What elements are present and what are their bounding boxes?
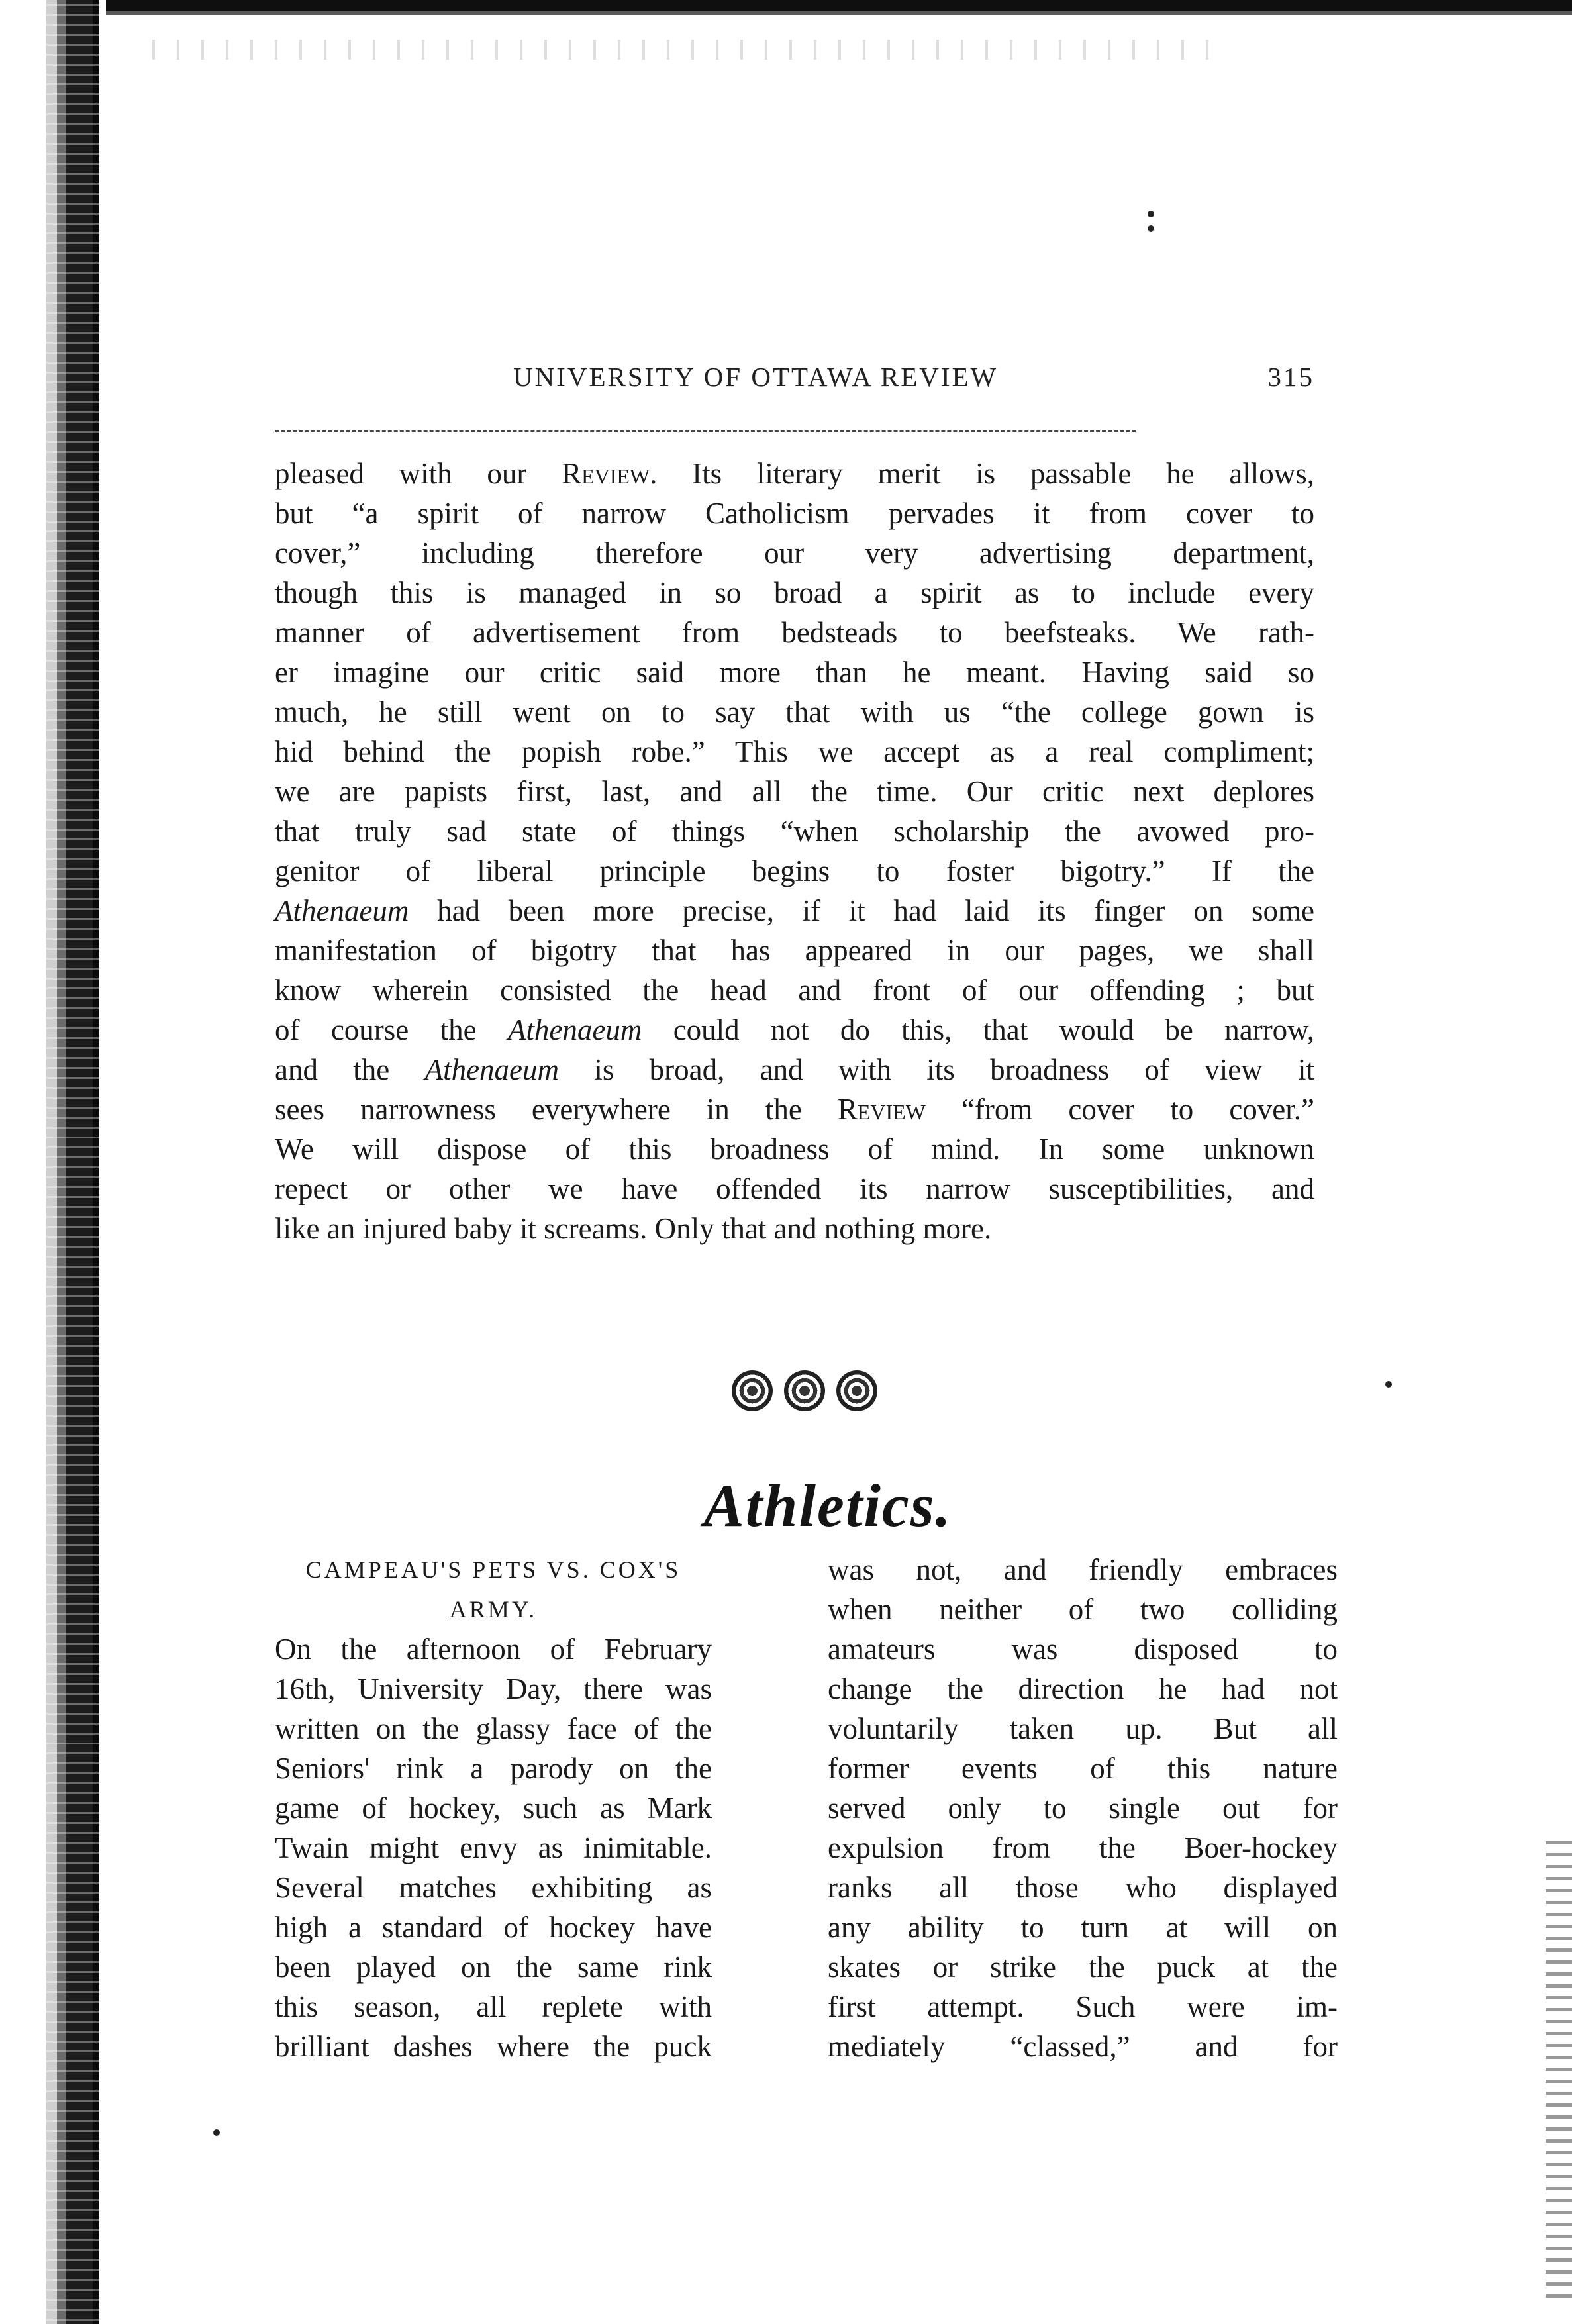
text-run: manner of advertisement from bedsteads to beefsteaks. We rath- — [275, 616, 1314, 649]
text-run: . Its literary merit is passable he allows, — [650, 457, 1314, 490]
text-run: and the — [275, 1053, 425, 1086]
body-line — [275, 772, 1314, 811]
article-line: any ability to turn at will on — [828, 1911, 1338, 1944]
article-line: was not, and friendly embraces — [828, 1553, 1338, 1586]
ornament-divider — [732, 1361, 877, 1421]
body-line — [275, 652, 1314, 692]
text-run: manifestation of bigotry that has appeared in our pages, we shall — [275, 934, 1314, 967]
text-run: could not do this, that would be narrow, — [642, 1013, 1315, 1046]
body-line — [275, 1129, 1314, 1169]
text-run: though this is managed in so broad a spirit as to include every — [275, 576, 1314, 609]
body-line — [275, 493, 1314, 533]
article-line: 16th, University Day, there was — [275, 1672, 712, 1705]
article-line: On the afternoon of February — [275, 1633, 712, 1666]
article-line: Seniors' rink a parody on the — [275, 1752, 712, 1785]
small-caps-run: Review — [837, 1093, 926, 1126]
scan-dot — [1148, 211, 1154, 217]
body-line — [275, 533, 1314, 573]
text-run: pleased with our — [275, 457, 562, 490]
article-line: amateurs was disposed to — [828, 1633, 1338, 1666]
article-heading-line: CAMPEAU'S PETS VS. COX'S — [305, 1556, 681, 1583]
section-title: Athletics. — [703, 1472, 952, 1539]
text-run: er imagine our critic said more than he meant. Having said so — [275, 656, 1314, 689]
article-line: served only to single out for — [828, 1792, 1338, 1825]
italic-title-run: Athenaeum — [424, 1053, 560, 1086]
article-column-left — [275, 1550, 712, 2066]
body-line — [275, 931, 1314, 970]
body-line — [275, 454, 1314, 493]
text-run: “from cover to cover.” — [925, 1093, 1314, 1126]
small-caps-run: Review — [562, 457, 650, 490]
body-line — [275, 1010, 1314, 1050]
body-line — [275, 1169, 1314, 1209]
article-line: this season, all replete with — [275, 1990, 712, 2023]
article-line: expulsion from the Boer-hockey — [828, 1831, 1338, 1864]
article-line: skates or strike the puck at the — [828, 1950, 1338, 1984]
article-heading-line: ARMY. — [449, 1596, 538, 1623]
italic-title-run: Athenaeum — [275, 894, 409, 927]
article-line: Twain might envy as inimitable. — [275, 1831, 712, 1864]
article-line: brilliant dashes where the puck — [275, 2030, 712, 2063]
article-line: ranks all those who displayed — [828, 1871, 1338, 1904]
rosette-icon — [836, 1370, 877, 1411]
body-line — [275, 1209, 1314, 1248]
article-line: high a standard of hockey have — [275, 1911, 712, 1944]
article-line: first attempt. Such were im- — [828, 1990, 1338, 2023]
running-head — [275, 361, 1314, 393]
rosette-icon — [784, 1370, 825, 1411]
article-line: former events of this nature — [828, 1752, 1338, 1785]
article-line: written on the glassy face of the — [275, 1712, 712, 1745]
article-line: been played on the same rink — [275, 1950, 712, 1984]
article-line: Several matches exhibiting as — [275, 1871, 712, 1904]
article-line: change the direction he had not — [828, 1672, 1338, 1705]
scan-dot — [1148, 225, 1154, 232]
scan-speckle — [152, 40, 1212, 60]
body-line — [275, 891, 1314, 931]
article-line: game of hockey, such as Mark — [275, 1792, 712, 1825]
body-line — [275, 1089, 1314, 1129]
body-line — [275, 573, 1314, 613]
text-run: is broad, and with its broadness of view it — [559, 1053, 1315, 1086]
text-run: that truly sad state of things “when scholarship the avowed pro- — [275, 815, 1314, 848]
text-run: had been more precise, if it had laid its finger on some — [409, 894, 1314, 927]
body-line — [275, 851, 1314, 891]
text-run: but “a spirit of narrow Catholicism pervades it from cover to — [275, 497, 1314, 530]
header-rule — [275, 430, 1136, 432]
text-run: like an injured baby it screams. Only that and nothing more. — [275, 1212, 992, 1245]
scan-dot — [213, 2129, 220, 2136]
text-run: cover,” including therefore our very advertising department, — [275, 536, 1314, 570]
page-top-edge — [106, 0, 1572, 19]
body-line — [275, 1050, 1314, 1089]
article-line: voluntarily taken up. But all — [828, 1712, 1338, 1745]
text-run: hid behind the popish robe.” This we accept as a real compliment; — [275, 735, 1314, 768]
body-line — [275, 970, 1314, 1010]
scan-dot — [1385, 1381, 1392, 1388]
text-run: sees narrowness everywhere in the — [275, 1093, 838, 1126]
text-run: We will dispose of this broadness of mind. In some unknown — [275, 1133, 1314, 1166]
italic-title-run: Athenaeum — [507, 1013, 642, 1046]
running-head-title: UNIVERSITY OF OTTAWA REVIEW — [513, 362, 999, 392]
body-line — [275, 811, 1314, 851]
body-paragraph — [275, 454, 1314, 1248]
text-run: of course the — [275, 1013, 508, 1046]
rosette-icon — [732, 1370, 773, 1411]
text-run: much, he still went on to say that with us “the college gown is — [275, 695, 1314, 729]
text-run: we are papists first, last, and all the time. Our critic next deplores — [275, 775, 1314, 808]
article-column-right — [828, 1550, 1338, 2066]
text-run: genitor of liberal principle begins to foster bigotry.” If the — [275, 854, 1314, 887]
body-line — [275, 692, 1314, 732]
article-line: when neither of two colliding — [828, 1593, 1338, 1626]
article-line: mediately “classed,” and for — [828, 2030, 1338, 2063]
text-run: know wherein consisted the head and front of our offending ; but — [275, 974, 1314, 1007]
book-binding-edge — [0, 0, 106, 2324]
body-line — [275, 613, 1314, 652]
right-edge-marks — [1546, 1841, 1572, 2305]
text-run: repect or other we have offended its narrow susceptibilities, and — [275, 1172, 1314, 1205]
body-line — [275, 732, 1314, 772]
page-number: 315 — [1267, 362, 1314, 392]
